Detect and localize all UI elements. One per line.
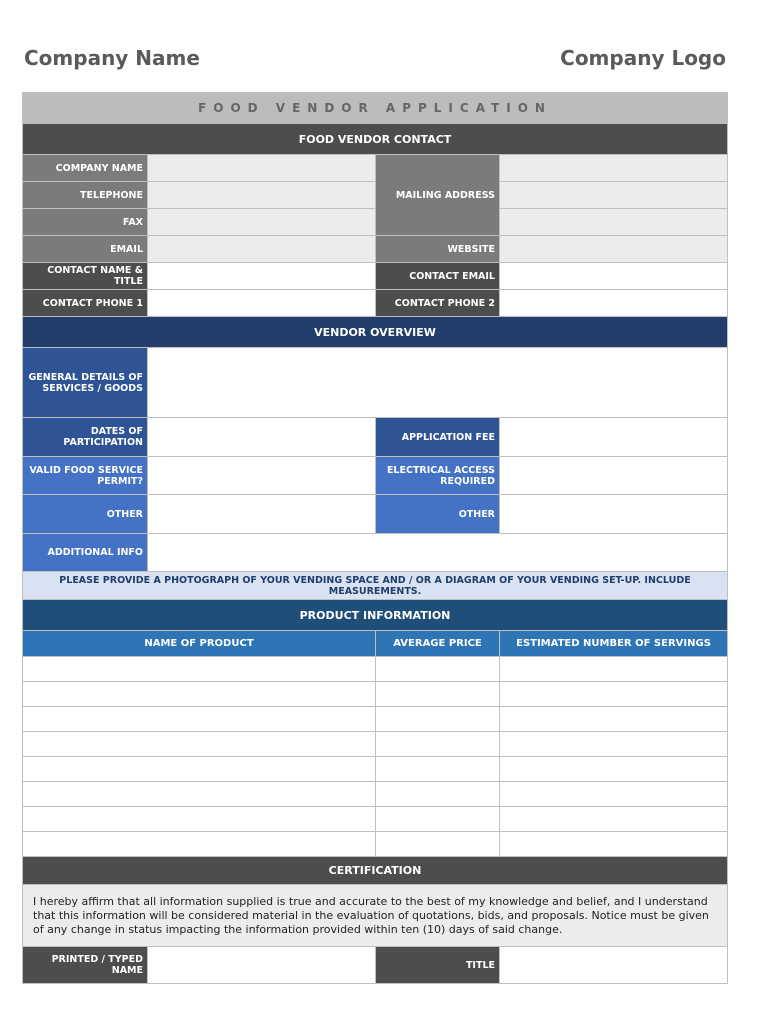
label-website: WEBSITE: [376, 236, 500, 263]
product-servings-cell[interactable]: [500, 657, 728, 682]
label-company-name: COMPANY NAME: [23, 155, 148, 182]
product-name-cell[interactable]: [23, 682, 376, 707]
food-vendor-form: [22, 92, 727, 984]
product-name-cell[interactable]: [23, 782, 376, 807]
section-certification: CERTIFICATION: [23, 857, 728, 885]
product-servings-cell[interactable]: [500, 732, 728, 757]
field-application-fee[interactable]: [500, 418, 728, 457]
field-additional-info[interactable]: [148, 534, 728, 572]
product-servings-cell[interactable]: [500, 832, 728, 857]
label-other-2: OTHER: [376, 495, 500, 534]
col-header-average-price: AVERAGE PRICE: [376, 631, 500, 657]
product-name-cell[interactable]: [23, 732, 376, 757]
field-electrical-access[interactable]: [500, 457, 728, 495]
col-header-servings: ESTIMATED NUMBER OF SERVINGS: [500, 631, 728, 657]
product-name-cell[interactable]: [23, 707, 376, 732]
product-name-cell[interactable]: [23, 832, 376, 857]
field-general-details[interactable]: [148, 348, 728, 418]
product-price-cell[interactable]: [376, 682, 500, 707]
field-title[interactable]: [500, 947, 728, 984]
field-mailing-address-2[interactable]: [500, 182, 728, 209]
product-price-cell[interactable]: [376, 757, 500, 782]
field-contact-email[interactable]: [500, 263, 728, 290]
form-table: [22, 92, 728, 984]
product-row: [23, 682, 728, 707]
product-row: [23, 732, 728, 757]
product-name-cell[interactable]: [23, 657, 376, 682]
label-contact-email: CONTACT EMAIL: [376, 263, 500, 290]
section-vendor-overview: VENDOR OVERVIEW: [23, 317, 728, 348]
label-other-1: OTHER: [23, 495, 148, 534]
product-servings-cell[interactable]: [500, 782, 728, 807]
product-row: [23, 657, 728, 682]
product-price-cell[interactable]: [376, 782, 500, 807]
label-printed-name: PRINTED / TYPED NAME: [23, 947, 148, 984]
field-email[interactable]: [148, 236, 376, 263]
product-row: [23, 807, 728, 832]
product-row: [23, 782, 728, 807]
section-product-info: PRODUCT INFORMATION: [23, 600, 728, 631]
label-electrical-access: ELECTRICAL ACCESS REQUIRED: [376, 457, 500, 495]
field-printed-name[interactable]: [148, 947, 376, 984]
field-other-2[interactable]: [500, 495, 728, 534]
field-telephone[interactable]: [148, 182, 376, 209]
product-name-cell[interactable]: [23, 807, 376, 832]
field-website[interactable]: [500, 236, 728, 263]
label-email: EMAIL: [23, 236, 148, 263]
product-price-cell[interactable]: [376, 807, 500, 832]
label-contact-phone-1: CONTACT PHONE 1: [23, 290, 148, 317]
product-servings-cell[interactable]: [500, 682, 728, 707]
product-row: [23, 757, 728, 782]
field-contact-phone-2[interactable]: [500, 290, 728, 317]
product-row: [23, 832, 728, 857]
field-mailing-address-1[interactable]: [500, 155, 728, 182]
field-dates-participation[interactable]: [148, 418, 376, 457]
field-other-1[interactable]: [148, 495, 376, 534]
label-contact-phone-2: CONTACT PHONE 2: [376, 290, 500, 317]
field-company-name[interactable]: [148, 155, 376, 182]
label-general-details: GENERAL DETAILS OF SERVICES / GOODS: [23, 348, 148, 418]
label-contact-name-title: CONTACT NAME & TITLE: [23, 263, 148, 290]
label-application-fee: APPLICATION FEE: [376, 418, 500, 457]
product-price-cell[interactable]: [376, 707, 500, 732]
company-name: Company Name: [24, 46, 200, 70]
field-food-permit[interactable]: [148, 457, 376, 495]
product-servings-cell[interactable]: [500, 757, 728, 782]
col-header-product-name: NAME OF PRODUCT: [23, 631, 376, 657]
company-logo: Company Logo: [560, 46, 726, 70]
label-food-permit: VALID FOOD SERVICE PERMIT?: [23, 457, 148, 495]
label-dates-participation: DATES OF PARTICIPATION: [23, 418, 148, 457]
form-title: FOOD VENDOR APPLICATION: [23, 93, 728, 124]
field-fax[interactable]: [148, 209, 376, 236]
field-contact-name-title[interactable]: [148, 263, 376, 290]
product-servings-cell[interactable]: [500, 707, 728, 732]
label-telephone: TELEPHONE: [23, 182, 148, 209]
product-servings-cell[interactable]: [500, 807, 728, 832]
label-mailing-address: MAILING ADDRESS: [376, 155, 500, 236]
section-contact: FOOD VENDOR CONTACT: [23, 124, 728, 155]
field-contact-phone-1[interactable]: [148, 290, 376, 317]
product-row: [23, 707, 728, 732]
product-price-cell[interactable]: [376, 832, 500, 857]
product-name-cell[interactable]: [23, 757, 376, 782]
label-fax: FAX: [23, 209, 148, 236]
photo-note: PLEASE PROVIDE A PHOTOGRAPH OF YOUR VENDING SPACE AND / OR A DIAGRAM OF YOUR VENDING SET-UP. INCLUDE MEASUREMENTS.: [23, 572, 728, 600]
label-additional-info: ADDITIONAL INFO: [23, 534, 148, 572]
product-price-cell[interactable]: [376, 657, 500, 682]
field-mailing-address-3[interactable]: [500, 209, 728, 236]
certification-text: I hereby affirm that all information supplied is true and accurate to the best of my knowledge and belief, and I understand that this information will be considered material in the evaluation of quotations, bids, and proposals. Notice must be given of any change in status impacting the information provided within ten (10) days of said change.: [23, 885, 728, 947]
label-title: TITLE: [376, 947, 500, 984]
product-price-cell[interactable]: [376, 732, 500, 757]
